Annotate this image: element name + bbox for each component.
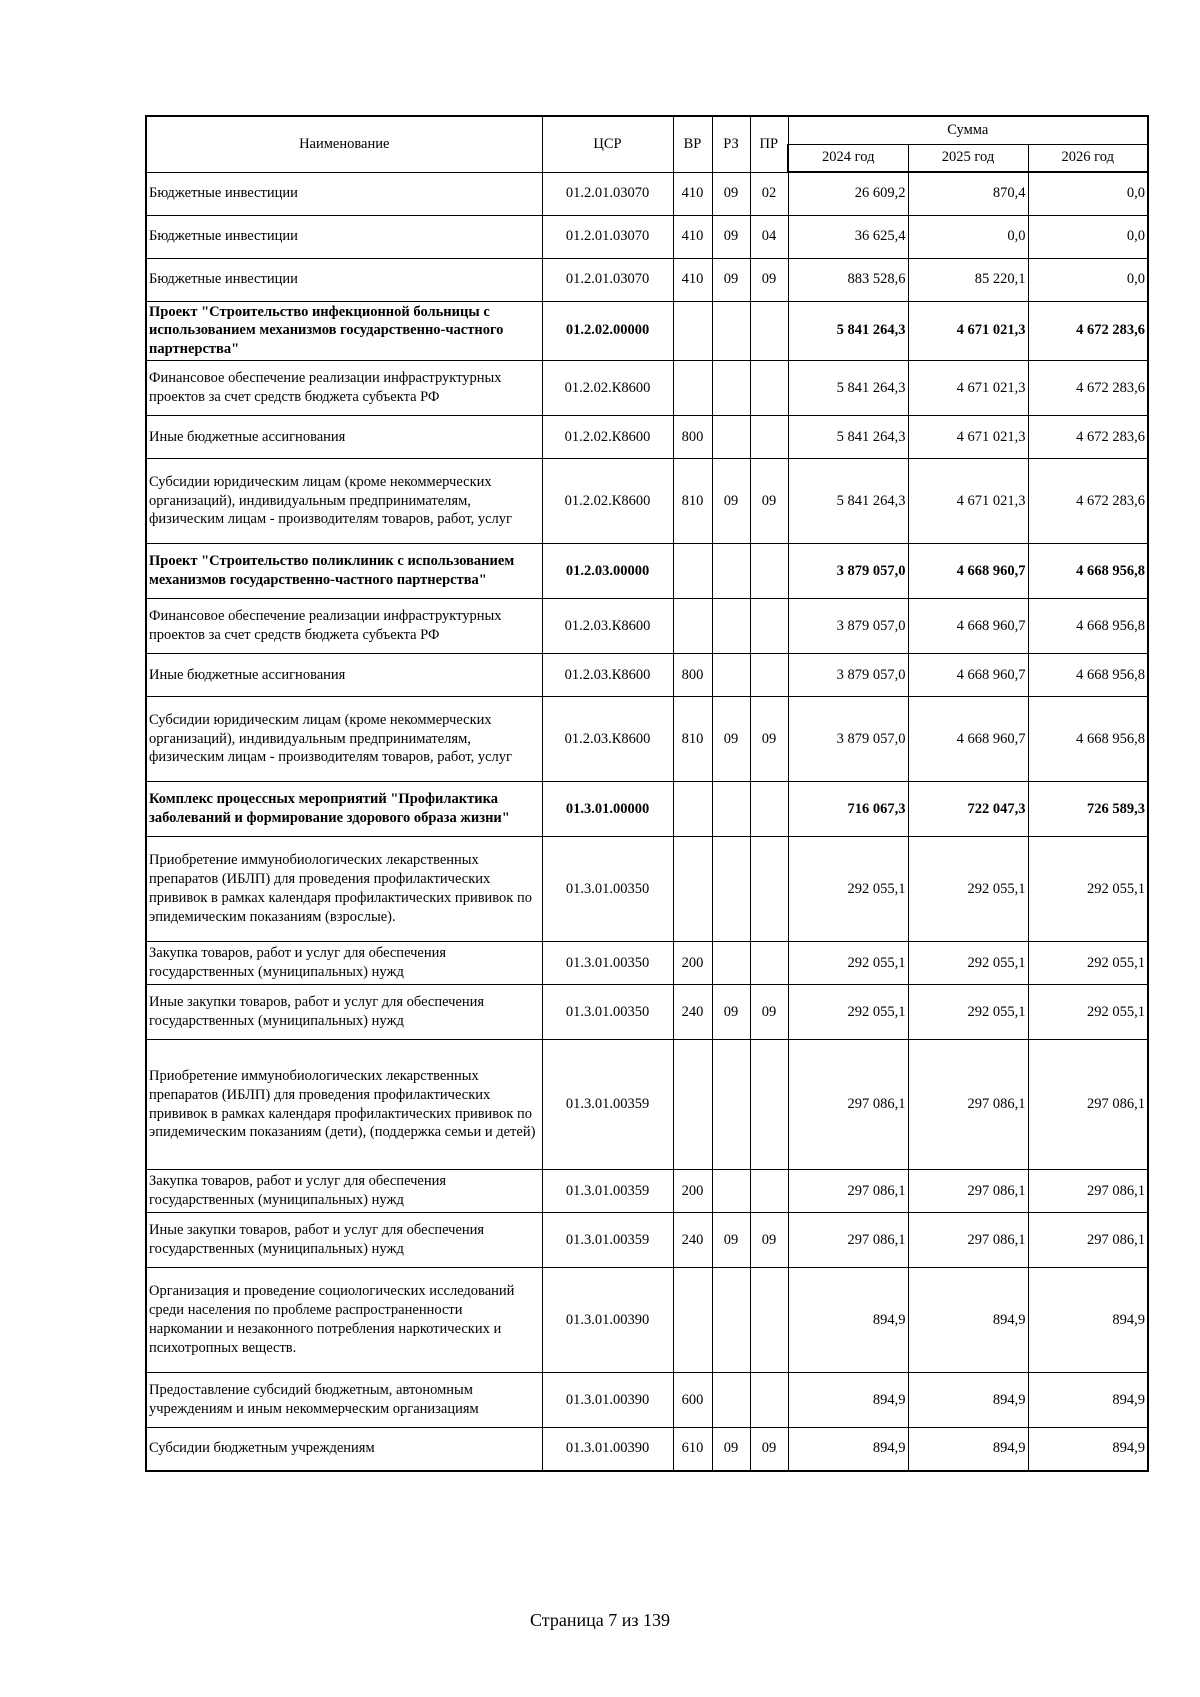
row-sum-2025: 4 668 960,7	[908, 697, 1028, 782]
row-sum-2026: 4 668 956,8	[1028, 697, 1148, 782]
row-sum-2025: 85 220,1	[908, 258, 1028, 301]
table-row	[146, 697, 1148, 782]
table-row	[146, 416, 1148, 459]
row-sum-2024: 3 879 057,0	[788, 544, 908, 599]
row-rz: 09	[712, 215, 750, 258]
row-sum-2024: 5 841 264,3	[788, 361, 908, 416]
row-name: Субсидии юридическим лицам (кроме некоммерческих организаций), индивидуальным предпринимателям, физическим лицам - производителям товаров, работ, услуг	[146, 459, 542, 544]
row-pr	[750, 416, 788, 459]
row-pr	[750, 599, 788, 654]
row-vr: 610	[673, 1428, 712, 1471]
row-pr: 09	[750, 985, 788, 1040]
row-sum-2026: 0,0	[1028, 258, 1148, 301]
budget-table	[145, 115, 1149, 1472]
row-sum-2024: 297 086,1	[788, 1170, 908, 1213]
row-sum-2024: 883 528,6	[788, 258, 908, 301]
row-name: Бюджетные инвестиции	[146, 215, 542, 258]
row-sum-2026: 0,0	[1028, 215, 1148, 258]
table-row	[146, 459, 1148, 544]
row-rz: 09	[712, 172, 750, 215]
row-sum-2024: 297 086,1	[788, 1040, 908, 1170]
header-year-2026: 2026 год	[1028, 144, 1148, 172]
header-year-2025: 2025 год	[908, 144, 1028, 172]
row-csr: 01.2.01.03070	[542, 258, 673, 301]
row-rz	[712, 1373, 750, 1428]
row-vr: 240	[673, 985, 712, 1040]
table-row	[146, 1213, 1148, 1268]
row-name: Иные бюджетные ассигнования	[146, 654, 542, 697]
row-sum-2026: 297 086,1	[1028, 1040, 1148, 1170]
row-sum-2024: 36 625,4	[788, 215, 908, 258]
row-rz	[712, 837, 750, 942]
row-rz	[712, 1040, 750, 1170]
row-sum-2024: 894,9	[788, 1268, 908, 1373]
row-csr: 01.2.03.К8600	[542, 654, 673, 697]
row-sum-2026: 4 672 283,6	[1028, 301, 1148, 361]
table-body	[146, 172, 1148, 1471]
row-sum-2024: 894,9	[788, 1428, 908, 1471]
row-pr	[750, 837, 788, 942]
page-number: Страница 7 из 139	[530, 1610, 670, 1630]
row-sum-2024: 5 841 264,3	[788, 301, 908, 361]
table-row	[146, 782, 1148, 837]
table-row	[146, 837, 1148, 942]
row-rz: 09	[712, 985, 750, 1040]
header-name: Наименование	[146, 116, 542, 172]
row-vr	[673, 301, 712, 361]
row-vr: 410	[673, 258, 712, 301]
table-row	[146, 215, 1148, 258]
row-pr: 09	[750, 1428, 788, 1471]
row-name: Приобретение иммунобиологических лекарственных препаратов (ИБЛП) для проведения профилактических прививок в рамках календаря профилактических прививок по эпидемическим показаниям (дети), (поддержка семьи и детей)	[146, 1040, 542, 1170]
row-sum-2026: 0,0	[1028, 172, 1148, 215]
table-row	[146, 985, 1148, 1040]
row-vr	[673, 361, 712, 416]
row-rz	[712, 654, 750, 697]
row-pr	[750, 1373, 788, 1428]
row-csr: 01.3.01.00000	[542, 782, 673, 837]
row-sum-2025: 894,9	[908, 1268, 1028, 1373]
header-sum: Сумма	[788, 116, 1148, 144]
row-sum-2025: 870,4	[908, 172, 1028, 215]
row-name: Финансовое обеспечение реализации инфраструктурных проектов за счет средств бюджета субъекта РФ	[146, 599, 542, 654]
row-sum-2026: 894,9	[1028, 1428, 1148, 1471]
row-csr: 01.3.01.00390	[542, 1268, 673, 1373]
row-name: Бюджетные инвестиции	[146, 258, 542, 301]
row-sum-2025: 4 668 960,7	[908, 654, 1028, 697]
row-csr: 01.2.02.00000	[542, 301, 673, 361]
row-csr: 01.2.03.00000	[542, 544, 673, 599]
row-name: Субсидии бюджетным учреждениям	[146, 1428, 542, 1471]
row-name: Закупка товаров, работ и услуг для обеспечения государственных (муниципальных) нужд	[146, 942, 542, 985]
row-rz: 09	[712, 258, 750, 301]
table-row	[146, 301, 1148, 361]
header-rz: РЗ	[712, 116, 750, 172]
row-sum-2025: 292 055,1	[908, 942, 1028, 985]
row-sum-2026: 894,9	[1028, 1268, 1148, 1373]
row-pr	[750, 782, 788, 837]
row-sum-2025: 894,9	[908, 1373, 1028, 1428]
row-csr: 01.2.01.03070	[542, 215, 673, 258]
row-pr	[750, 301, 788, 361]
row-name: Субсидии юридическим лицам (кроме некоммерческих организаций), индивидуальным предпринимателям, физическим лицам - производителям товаров, работ, услуг	[146, 697, 542, 782]
row-csr: 01.2.02.К8600	[542, 416, 673, 459]
row-sum-2024: 292 055,1	[788, 985, 908, 1040]
row-csr: 01.2.03.К8600	[542, 697, 673, 782]
row-vr	[673, 544, 712, 599]
row-sum-2025: 722 047,3	[908, 782, 1028, 837]
header-pr: ПР	[750, 116, 788, 172]
row-pr	[750, 1170, 788, 1213]
table-row	[146, 942, 1148, 985]
row-csr: 01.3.01.00390	[542, 1428, 673, 1471]
row-vr: 800	[673, 416, 712, 459]
row-sum-2025: 297 086,1	[908, 1213, 1028, 1268]
row-sum-2024: 3 879 057,0	[788, 697, 908, 782]
row-pr: 02	[750, 172, 788, 215]
row-sum-2025: 292 055,1	[908, 985, 1028, 1040]
row-vr	[673, 1040, 712, 1170]
table-row	[146, 1428, 1148, 1471]
row-sum-2025: 297 086,1	[908, 1170, 1028, 1213]
row-rz	[712, 1268, 750, 1373]
table-row	[146, 1040, 1148, 1170]
row-vr: 200	[673, 1170, 712, 1213]
row-sum-2025: 4 671 021,3	[908, 361, 1028, 416]
row-pr: 04	[750, 215, 788, 258]
row-sum-2024: 3 879 057,0	[788, 599, 908, 654]
row-name: Приобретение иммунобиологических лекарственных препаратов (ИБЛП) для проведения профилактических прививок в рамках календаря профилактических прививок по эпидемическим показаниям (взрослые).	[146, 837, 542, 942]
row-csr: 01.3.01.00390	[542, 1373, 673, 1428]
table-row	[146, 1373, 1148, 1428]
row-sum-2025: 297 086,1	[908, 1040, 1028, 1170]
row-sum-2025: 894,9	[908, 1428, 1028, 1471]
row-csr: 01.3.01.00359	[542, 1040, 673, 1170]
row-name: Комплекс процессных мероприятий "Профилактика заболеваний и формирование здорового образа жизни"	[146, 782, 542, 837]
row-sum-2026: 894,9	[1028, 1373, 1148, 1428]
row-pr: 09	[750, 258, 788, 301]
row-csr: 01.3.01.00359	[542, 1213, 673, 1268]
row-sum-2024: 5 841 264,3	[788, 416, 908, 459]
row-csr: 01.2.02.К8600	[542, 361, 673, 416]
row-sum-2026: 297 086,1	[1028, 1213, 1148, 1268]
row-csr: 01.2.03.К8600	[542, 599, 673, 654]
row-csr: 01.2.02.К8600	[542, 459, 673, 544]
row-sum-2026: 4 672 283,6	[1028, 361, 1148, 416]
table-row	[146, 172, 1148, 215]
row-csr: 01.3.01.00350	[542, 942, 673, 985]
row-name: Организация и проведение социологических исследований среди населения по проблеме распространенности наркомании и незаконного потребления наркотических и психотропных веществ.	[146, 1268, 542, 1373]
row-sum-2025: 0,0	[908, 215, 1028, 258]
row-rz: 09	[712, 1428, 750, 1471]
table-row	[146, 654, 1148, 697]
row-sum-2026: 292 055,1	[1028, 942, 1148, 985]
row-sum-2026: 726 589,3	[1028, 782, 1148, 837]
row-vr: 800	[673, 654, 712, 697]
row-pr: 09	[750, 459, 788, 544]
row-sum-2026: 297 086,1	[1028, 1170, 1148, 1213]
row-sum-2026: 4 668 956,8	[1028, 599, 1148, 654]
row-pr	[750, 654, 788, 697]
row-sum-2024: 292 055,1	[788, 837, 908, 942]
row-pr	[750, 1040, 788, 1170]
header-csr: ЦСР	[542, 116, 673, 172]
row-sum-2026: 4 672 283,6	[1028, 416, 1148, 459]
table-row	[146, 258, 1148, 301]
row-sum-2026: 4 668 956,8	[1028, 544, 1148, 599]
row-name: Предоставление субсидий бюджетным, автономным учреждениям и иным некоммерческим организациям	[146, 1373, 542, 1428]
row-name: Проект "Строительство инфекционной больницы с использованием механизмов государственно-частного партнерства"	[146, 301, 542, 361]
row-csr: 01.3.01.00350	[542, 985, 673, 1040]
table-row	[146, 361, 1148, 416]
table-header	[146, 116, 1148, 172]
row-sum-2024: 3 879 057,0	[788, 654, 908, 697]
row-sum-2025: 4 671 021,3	[908, 301, 1028, 361]
row-name: Иные закупки товаров, работ и услуг для обеспечения государственных (муниципальных) нужд	[146, 1213, 542, 1268]
table-row	[146, 1170, 1148, 1213]
row-sum-2025: 292 055,1	[908, 837, 1028, 942]
row-pr	[750, 1268, 788, 1373]
row-vr	[673, 1268, 712, 1373]
row-rz	[712, 416, 750, 459]
row-name: Закупка товаров, работ и услуг для обеспечения государственных (муниципальных) нужд	[146, 1170, 542, 1213]
row-sum-2024: 716 067,3	[788, 782, 908, 837]
row-rz	[712, 599, 750, 654]
row-pr: 09	[750, 697, 788, 782]
row-sum-2025: 4 668 960,7	[908, 544, 1028, 599]
row-name: Иные закупки товаров, работ и услуг для обеспечения государственных (муниципальных) нужд	[146, 985, 542, 1040]
row-vr: 810	[673, 697, 712, 782]
row-rz	[712, 1170, 750, 1213]
row-sum-2026: 4 672 283,6	[1028, 459, 1148, 544]
row-sum-2024: 292 055,1	[788, 942, 908, 985]
row-vr	[673, 599, 712, 654]
row-csr: 01.3.01.00350	[542, 837, 673, 942]
row-sum-2026: 292 055,1	[1028, 837, 1148, 942]
table-row	[146, 1268, 1148, 1373]
row-rz: 09	[712, 459, 750, 544]
row-name: Проект "Строительство поликлиник с использованием механизмов государственно-частного партнерства"	[146, 544, 542, 599]
row-rz	[712, 782, 750, 837]
row-rz	[712, 544, 750, 599]
row-vr: 410	[673, 172, 712, 215]
row-pr	[750, 361, 788, 416]
row-sum-2024: 5 841 264,3	[788, 459, 908, 544]
row-vr: 240	[673, 1213, 712, 1268]
header-year-2024: 2024 год	[788, 144, 908, 172]
row-rz: 09	[712, 697, 750, 782]
row-vr: 200	[673, 942, 712, 985]
table-row	[146, 599, 1148, 654]
row-pr: 09	[750, 1213, 788, 1268]
row-sum-2024: 894,9	[788, 1373, 908, 1428]
row-name: Финансовое обеспечение реализации инфраструктурных проектов за счет средств бюджета субъекта РФ	[146, 361, 542, 416]
row-rz	[712, 361, 750, 416]
row-sum-2025: 4 668 960,7	[908, 599, 1028, 654]
row-pr	[750, 942, 788, 985]
row-vr	[673, 837, 712, 942]
row-sum-2026: 4 668 956,8	[1028, 654, 1148, 697]
row-sum-2025: 4 671 021,3	[908, 459, 1028, 544]
row-name: Иные бюджетные ассигнования	[146, 416, 542, 459]
row-vr: 810	[673, 459, 712, 544]
row-rz	[712, 301, 750, 361]
row-pr	[750, 544, 788, 599]
header-vr: ВР	[673, 116, 712, 172]
row-csr: 01.3.01.00359	[542, 1170, 673, 1213]
row-sum-2026: 292 055,1	[1028, 985, 1148, 1040]
row-sum-2024: 297 086,1	[788, 1213, 908, 1268]
row-rz: 09	[712, 1213, 750, 1268]
row-sum-2024: 26 609,2	[788, 172, 908, 215]
row-vr: 600	[673, 1373, 712, 1428]
row-vr: 410	[673, 215, 712, 258]
row-csr: 01.2.01.03070	[542, 172, 673, 215]
row-sum-2025: 4 671 021,3	[908, 416, 1028, 459]
table-row	[146, 544, 1148, 599]
row-vr	[673, 782, 712, 837]
row-name: Бюджетные инвестиции	[146, 172, 542, 215]
row-rz	[712, 942, 750, 985]
